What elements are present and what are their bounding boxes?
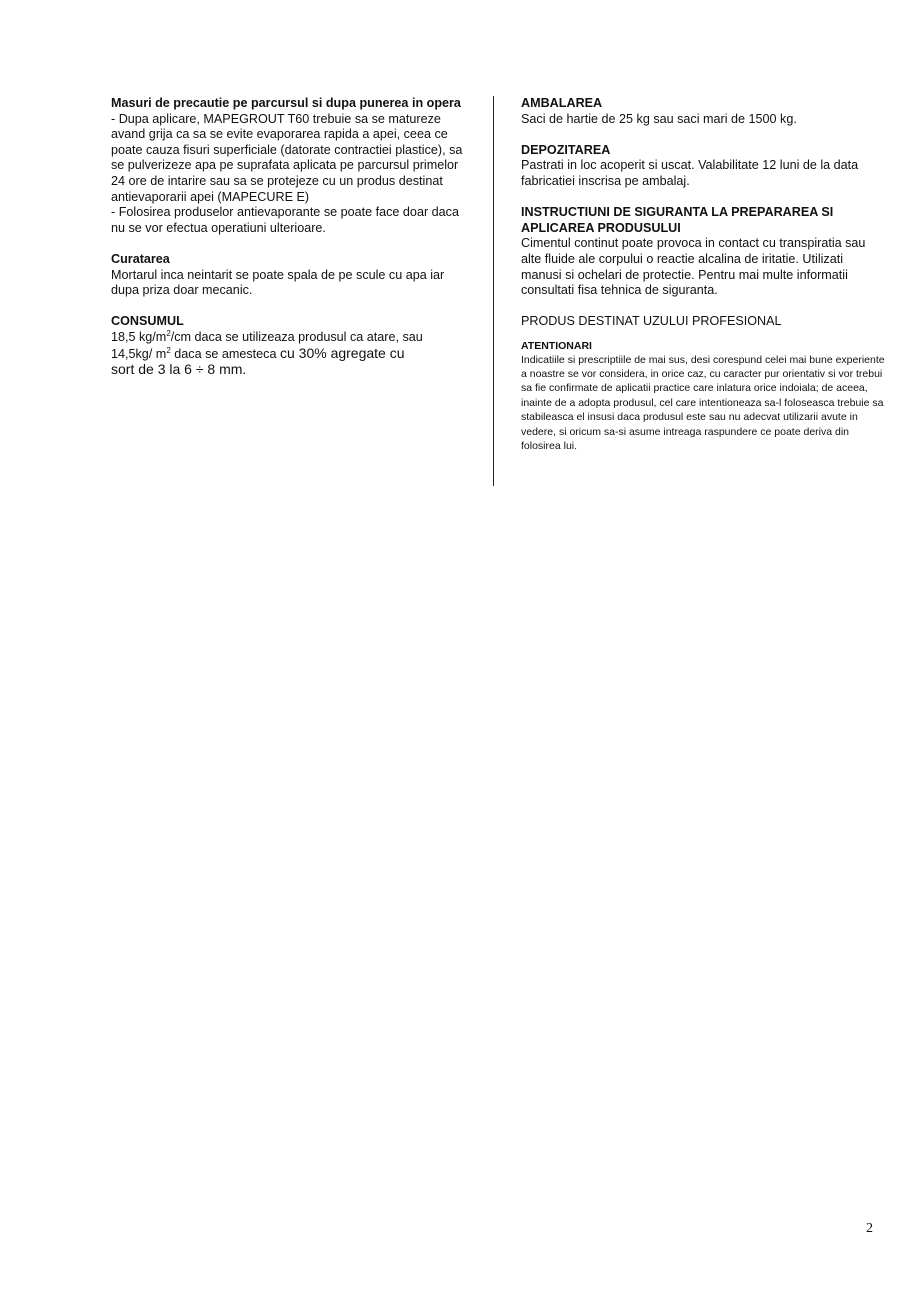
professional-use-notice: PRODUS DESTINAT UZULUI PROFESIONAL xyxy=(521,314,782,329)
storage-text: Pastrati in loc acoperit si uscat. Valabilitate 12 luni de la data fabricatiei inscrisa pe ambalaj. xyxy=(521,158,859,188)
column-divider xyxy=(493,96,494,486)
consumption-line-2 xyxy=(111,346,471,363)
consumption-text-2-large: cu 30% agregate cu xyxy=(279,344,405,361)
packaging-text: Saci de hartie de 25 kg sau saci mari de 1500 kg. xyxy=(521,111,797,126)
precautions-paragraph-1: - Dupa aplicare, MAPEGROUT T60 trebuie sa se matureze avand grija ca sa se evite evaporarea rapida a apei, ceea ce poate cauza fisuri superficiale (datorate contractiei plastice), sa se pulverizeze apa pe suprafata aplicata pe parcursul primelor 24 ore de intarire sau sa se protejeze cu un produs destinat antievaporarii apei (MAPECURE E) xyxy=(111,111,463,204)
consumption-value-2: 14,5kg/ m xyxy=(111,346,167,361)
consumption-line-3: sort de 3 la 6 ÷ 8 mm. xyxy=(111,361,247,378)
cleaning-section xyxy=(111,252,471,299)
page-number: 2 xyxy=(866,1221,873,1236)
superscript: 2 xyxy=(166,345,171,355)
storage-heading: DEPOZITAREA xyxy=(521,142,611,157)
consumption-text-1: /cm daca se utilizeaza produsul ca atare, sau xyxy=(170,329,423,344)
warnings-text: Indicatiile si prescriptiile de mai sus, desi corespund celei mai bune experiente a noastre se vor considera, in orice caz, cu caracter pur orientativ si vor trebui sa fie confirmate de aplicatii practice care inlatura orice indoiala; de aceea, inainte de a adopta produsul, cel care intentioneaza sa-l foloseasca trebuie sa stabileasca el insusi daca produsul este sau nu adecvat utilizarii avute in vedere, si oricum sa-si asume intreaga raspundere ce poate deriva din folosirea lui. xyxy=(521,353,885,452)
storage-section xyxy=(521,143,887,190)
packaging-heading: AMBALAREA xyxy=(521,96,603,110)
consumption-value-1: 18,5 kg/m xyxy=(111,329,167,344)
safety-section xyxy=(521,205,887,299)
warnings-section xyxy=(521,340,887,453)
precautions-section xyxy=(111,96,471,236)
consumption-section xyxy=(111,314,471,377)
packaging-section xyxy=(521,96,887,127)
right-column xyxy=(521,96,887,453)
left-column xyxy=(111,96,471,378)
precautions-paragraph-2: - Folosirea produselor antievaporante se poate face doar daca nu se vor efectua operatiuni ulterioare. xyxy=(111,205,459,235)
consumption-line-1 xyxy=(111,330,471,346)
precautions-heading: Masuri de precautie pe parcursul si dupa punerea in opera xyxy=(111,96,461,110)
cleaning-heading: Curatarea xyxy=(111,251,170,266)
safety-heading: INSTRUCTIUNI DE SIGURANTA LA PREPARAREA SI APLICAREA PRODUSULUI xyxy=(521,205,834,235)
warnings-heading: ATENTIONARI xyxy=(521,339,592,352)
consumption-text-2: daca se amesteca xyxy=(170,346,280,361)
consumption-heading: CONSUMUL xyxy=(111,314,184,329)
safety-text: Cimentul continut poate provoca in contact cu transpiratia sau alte fluide ale corpului o reactie alcalina de iritatie. Utilizati manusi si ochelari de protectie. Pentru mai multe informatii consultati fisa tehnica de siguranta. xyxy=(521,236,866,298)
cleaning-text: Mortarul inca neintarit se poate spala de pe scule cu apa iar dupa priza doar mecanic. xyxy=(111,267,445,298)
superscript: 2 xyxy=(166,328,171,338)
